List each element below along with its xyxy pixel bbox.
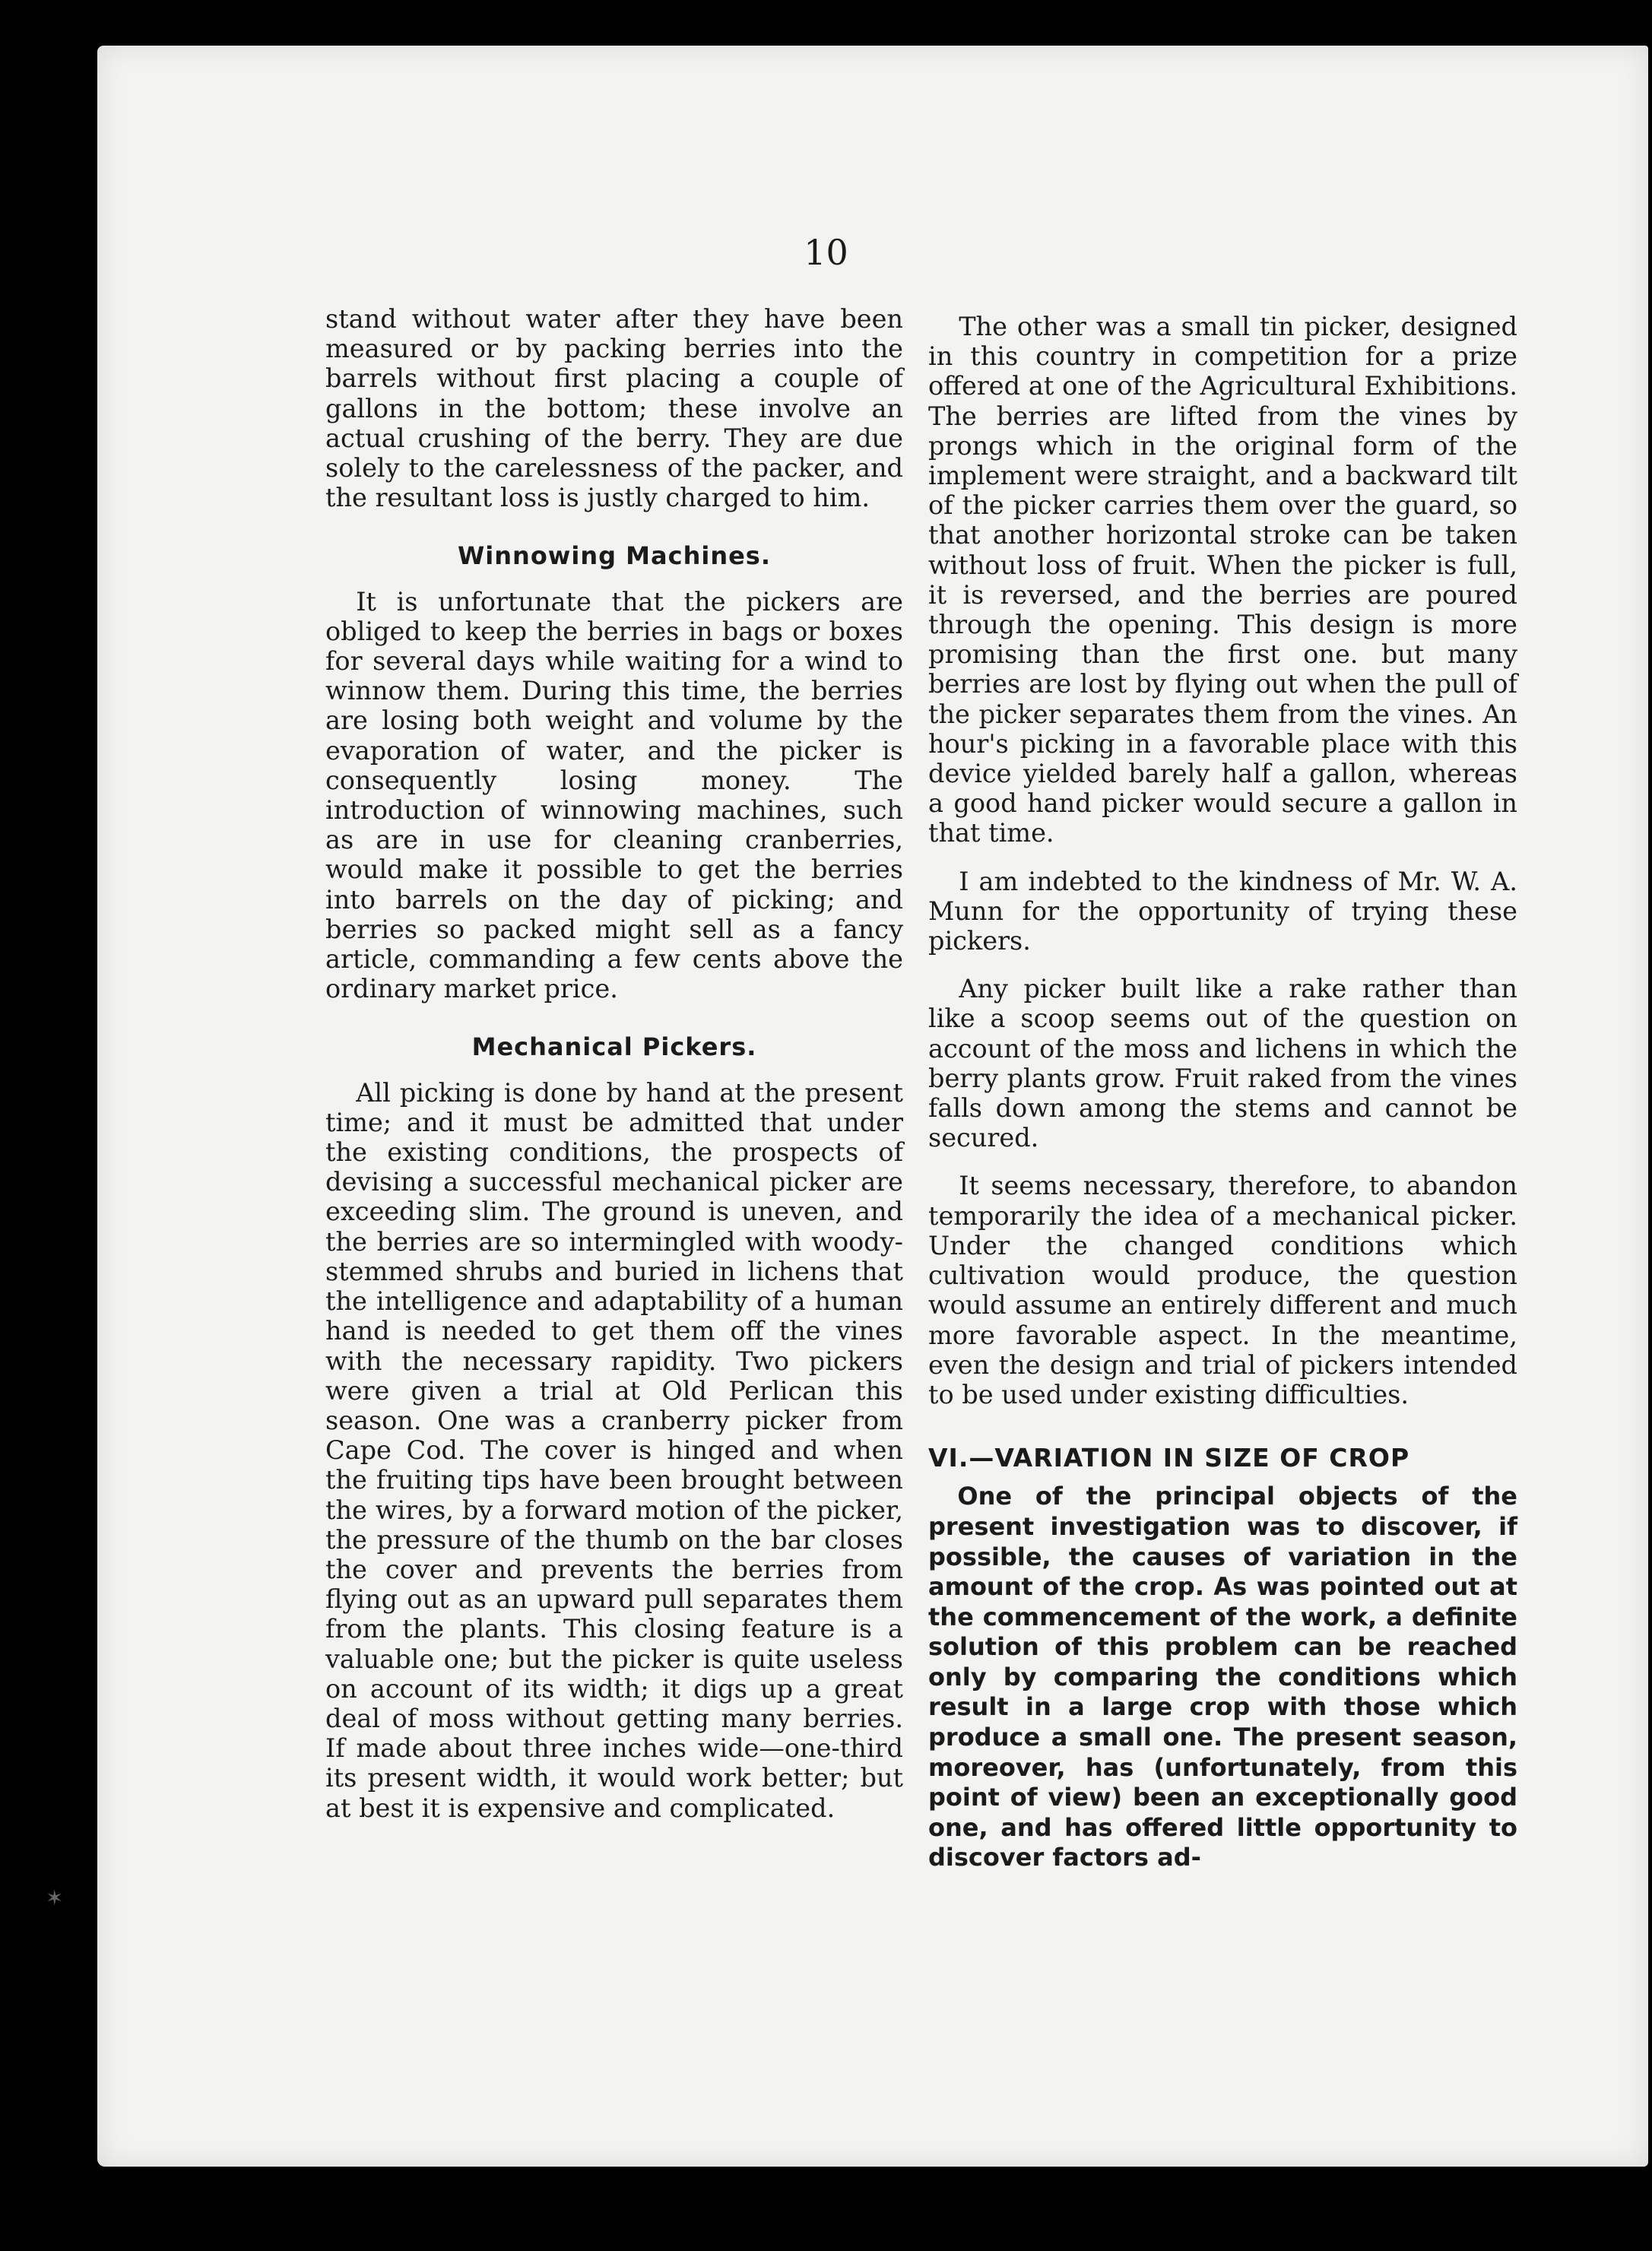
- paragraph: It seems necessary, therefore, to abandon temporarily the idea of a mechanical picker. Under the changed conditions which cultivation would produce, the question would assume an entirely different and much more favorable aspect. In the meantime, even the design and trial of pickers intended to be used under existing difficulties.: [928, 1171, 1517, 1409]
- page-number: 10: [804, 232, 848, 273]
- section-heading-mechanical-pickers: Mechanical Pickers.: [471, 1032, 757, 1062]
- paragraph: One of the principal objects of the present investigation was to discover, if possible, the causes of variation in the amount of the crop. As was pointed out at the commencement of the work, a definite solution of this problem can be reached only by comparing the conditions which result in a large crop with those which produce a small one. The present season, moreover, has (unfortunately, from this point of view) been an exceptionally good one, and has offered little opportunity to discover factors ad-: [928, 1482, 1517, 1872]
- section-heading-variation-in-size-of-crop: VI.—VARIATION IN SIZE OF CROP: [928, 1443, 1410, 1473]
- paragraph: All picking is done by hand at the present time; and it must be admitted that under the existing conditions, the prospects of devising a successful mechanical picker are exceeding slim. The ground is uneven, and the berries are so intermingled with woody-stemmed shrubs and buried in lichens that the intelligence and adaptability of a human hand is needed to get them off the vines with the necessary rapidity. Two pickers were given a trial at Old Perlican this season. One was a cranberry picker from Cape Cod. The cover is hinged and when the fruiting tips have been brought between the wires, by a forward motion of the picker, the pressure of the thumb on the bar closes the cover and prevents the berries from flying out as an upward pull separates them from the plants. This closing feature is a valuable one; but the picker is quite useless on account of its width; it digs up a great deal of moss without getting many berries. If made about three inches wide—one-third its present width, it would work better; but at best it is expensive and complicated.: [325, 1077, 903, 1823]
- paragraph: Any picker built like a rake rather than like a scoop seems out of the question on account of the moss and lichens in which the berry plants grow. Fruit raked from the vines falls down among the stems and cannot be secured.: [928, 974, 1517, 1153]
- section-heading-winnowing-machines: Winnowing Machines.: [457, 541, 771, 571]
- paragraph: It is unfortunate that the pickers are obliged to keep the berries in bags or boxes for several days while waiting for a wind to winnow them. During this time, the berries are losing both weight and volume by the evaporation of water, and the picker is consequently losing money. The introduction of winnowing machines, such as are in use for cleaning cranberries, would make it possible to get the berries into barrels on the day of picking; and berries so packed might sell as a fancy article, commanding a few cents above the ordinary market price.: [325, 586, 903, 1004]
- right-column: [928, 312, 1517, 1873]
- scan-speck: ✶: [46, 1885, 64, 1910]
- paragraph: The other was a small tin picker, designed in this country in competition for a prize offered at one of the Agricultural Exhibitions. The berries are lifted from the vines by prongs which in the original form of the implement were straight, and a backward tilt of the picker carries them over the guard, so that another horizontal stroke can be taken without loss of fruit. When the picker is full, it is reversed, and the berries are poured through the opening. This design is more promising than the first one. but many berries are lost by flying out when the pull of the picker separates them from the vines. An hour's picking in a favorable place with this device yielded barely half a gallon, whereas a good hand picker would secure a gallon in that time.: [928, 312, 1517, 848]
- paragraph: stand without water after they have been measured or by packing berries into the barrels without first placing a couple of gallons in the bottom; these involve an actual crushing of the berry. They are due solely to the carelessness of the packer, and the resultant loss is justly charged to him.: [325, 304, 903, 513]
- paragraph: I am indebted to the kindness of Mr. W. A. Munn for the opportunity of trying these pickers.: [928, 866, 1517, 956]
- left-column: [325, 304, 903, 1823]
